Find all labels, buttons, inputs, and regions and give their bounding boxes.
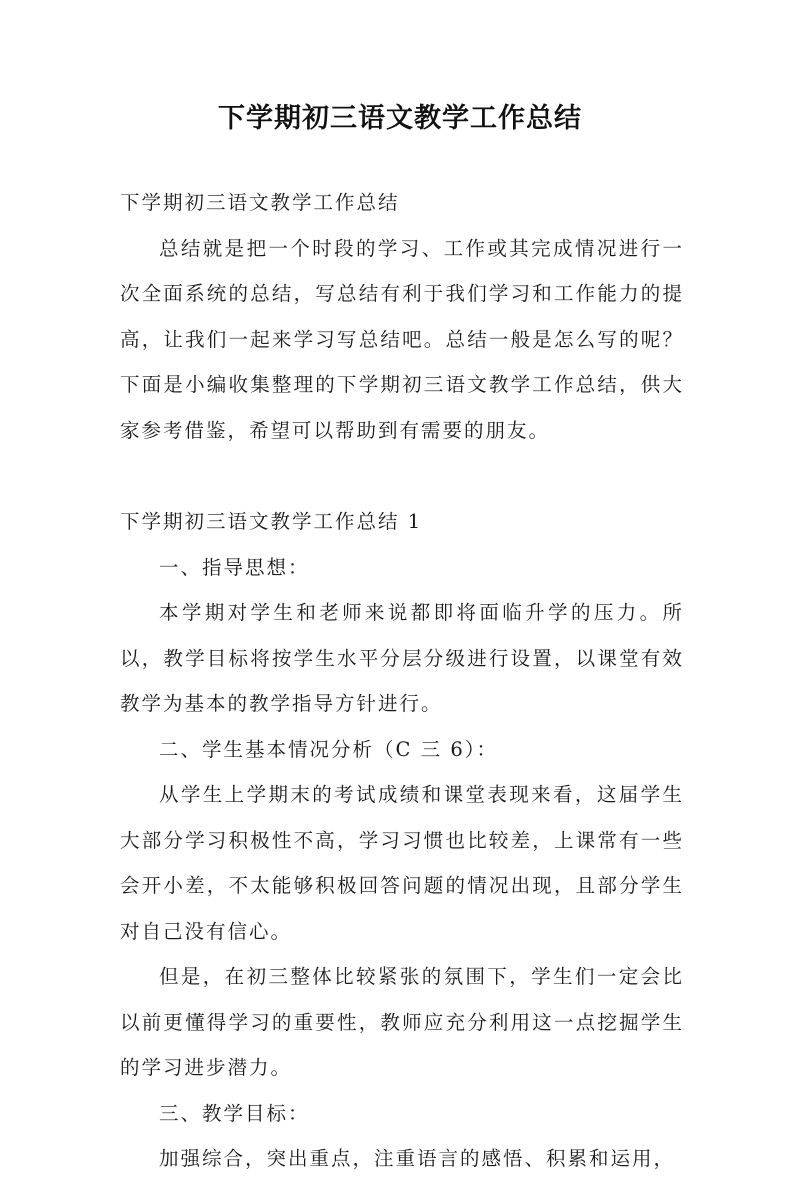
- paragraph-student-potential: 但是，在初三整体比较紧张的氛围下，学生们一定会比以前更懂得学习的重要性，教师应充分利用这一点挖掘学生的学习进步潜力。: [120, 965, 684, 1079]
- heading-teaching-goals: 三、教学目标：: [159, 1101, 310, 1125]
- document-subtitle: 下学期初三语文教学工作总结: [120, 191, 400, 214]
- paragraph-teaching-goals: 加强综合，突出重点，注重语言的感悟、积累和运用，: [159, 1147, 676, 1170]
- heading-guiding-ideology: 一、指导思想：: [159, 555, 310, 579]
- document-title: 下学期初三语文教学工作总结: [218, 103, 582, 134]
- intro-paragraph: 总结就是把一个时段的学习、工作或其完成情况进行一次全面系统的总结，写总结有利于我们学习和工作能力的提高，让我们一起来学习写总结吧。总结一般是怎么写的呢？下面是小编收集整理的下学期初三语文教学工作总结，供大家参考借鉴，希望可以帮助到有需要的朋友。: [120, 236, 684, 442]
- heading-student-analysis: 二、学生基本情况分析（C 三 6）：: [159, 737, 498, 761]
- document-body: [120, 180, 684, 1182]
- section-title: 下学期初三语文教学工作总结 1: [120, 510, 423, 533]
- paragraph-student-analysis: 从学生上学期末的考试成绩和课堂表现来看，这届学生大部分学习积极性不高，学习习惯也比较差，上课常有一些会开小差，不太能够积极回答问题的情况出现，且部分学生对自己没有信心。: [120, 783, 684, 943]
- paragraph-spacer: [120, 453, 684, 499]
- paragraph-guiding-ideology: 本学期对学生和老师来说都即将面临升学的压力。所以，教学目标将按学生水平分层分级进行设置，以课堂有效教学为基本的教学指导方针进行。: [120, 601, 684, 715]
